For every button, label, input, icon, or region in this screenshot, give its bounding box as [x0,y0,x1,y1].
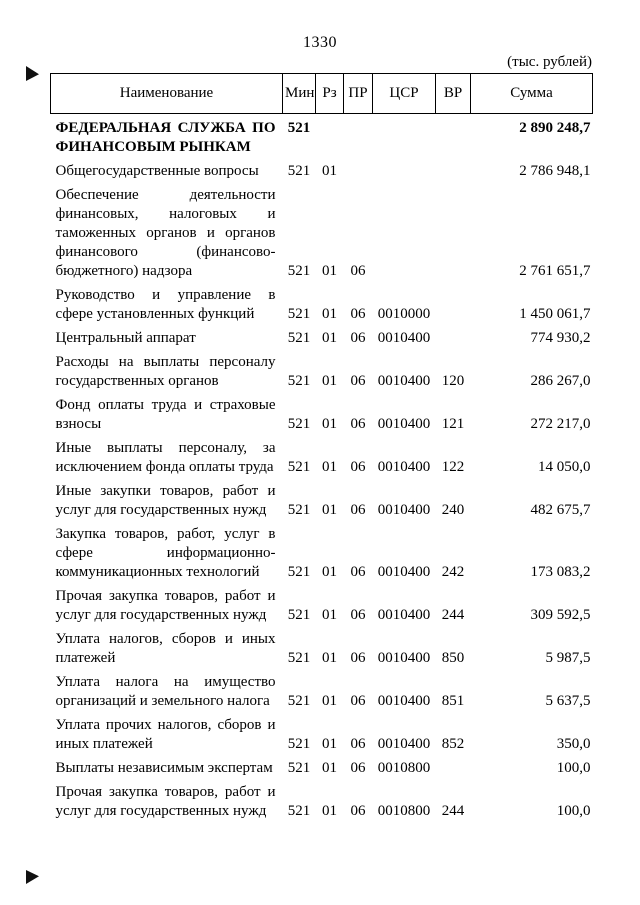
table-row [51,668,593,711]
cell-pr: 06 [350,373,366,389]
cell-csr: 0010000 [377,306,431,322]
cell-rz [316,114,344,158]
table-row [51,157,593,181]
cell-pr: 06 [350,564,366,580]
scan-artifact-bottom [26,870,39,884]
cell-pr: 06 [350,650,366,666]
cell-min: 521 [287,459,311,475]
cell-sum: 482 675,7 [530,502,591,518]
table-row [51,281,593,324]
cell-csr: 0010400 [377,416,431,432]
budget-table [50,73,593,821]
cell-vr: 852 [441,736,465,752]
table-row [51,114,593,158]
cell-pr: 06 [350,306,366,322]
cell-sum: 14 050,0 [538,459,591,475]
cell-name: Обеспечение деятельности финансовых, налоговых и таможенных органов и органов финансового (финансово-бюджетного) надзора [55,187,276,279]
cell-sum: 272 217,0 [530,416,591,432]
cell-min: 521 [287,306,311,322]
cell-vr: 122 [441,459,465,475]
table-row [51,434,593,477]
table-row [51,477,593,520]
cell-rz: 01 [322,459,337,475]
cell-name: Уплата налога на имущество организаций и земельного налога [55,674,276,709]
table-row [51,520,593,582]
cell-sum: 100,0 [556,760,591,776]
cell-rz: 01 [322,650,337,666]
table-row [51,625,593,668]
cell-name: Прочая закупка товаров, работ и услуг для государственных нужд [55,588,276,623]
scan-artifact-top [26,66,39,81]
cell-min: 521 [287,330,311,346]
cell-csr [373,157,436,181]
cell-vr: 242 [441,564,465,580]
cell-min: 521 [287,502,311,518]
cell-name: Центральный аппарат [55,330,196,346]
cell-pr: 06 [350,693,366,709]
cell-name: Общегосударственные вопросы [55,163,259,179]
table-header-row [51,74,593,114]
cell-sum: 309 592,5 [530,607,591,623]
cell-name: Расходы на выплаты персоналу государственных органов [55,354,276,389]
cell-vr: 244 [441,607,465,623]
cell-min: 521 [287,120,311,136]
cell-rz: 01 [322,564,337,580]
cell-sum: 5 637,5 [545,693,591,709]
cell-sum: 173 083,2 [530,564,591,580]
cell-sum: 774 930,2 [530,330,591,346]
cell-name: Прочая закупка товаров, работ и услуг для государственных нужд [55,784,276,819]
cell-csr: 0010400 [377,330,431,346]
cell-rz: 01 [322,163,337,179]
cell-name: Фонд оплаты труда и страховые взносы [55,397,276,432]
cell-sum: 2 890 248,7 [519,120,591,136]
cell-pr [344,157,373,181]
page-number: 1330 [303,34,337,51]
cell-min: 521 [287,416,311,432]
cell-name: Иные выплаты персоналу, за исключением фонда оплаты труда [55,440,276,475]
cell-name: Иные закупки товаров, работ и услуг для государственных нужд [55,483,276,518]
cell-rz: 01 [322,263,337,279]
cell-pr [344,114,373,158]
cell-sum: 2 761 651,7 [519,263,591,279]
cell-min: 521 [287,564,311,580]
cell-min: 521 [287,607,311,623]
cell-vr [436,181,471,281]
cell-vr [436,754,471,778]
cell-pr: 06 [350,803,366,819]
cell-min: 521 [287,803,311,819]
cell-name: Руководство и управление в сфере установленных функций [55,287,276,322]
cell-min: 521 [287,650,311,666]
cell-pr: 06 [350,416,366,432]
cell-sum: 5 987,5 [545,650,591,666]
table-row [51,181,593,281]
page-content [50,54,592,821]
column-header-name: Наименование [51,74,283,114]
cell-name: Уплата прочих налогов, сборов и иных платежей [55,717,276,752]
cell-name: ФЕДЕРАЛЬНАЯ СЛУЖБА ПО ФИНАНСОВЫМ РЫНКАМ [55,120,276,155]
column-header-min: Мин [283,74,316,114]
cell-rz: 01 [322,760,337,776]
units-note: (тыс. рублей) [507,54,592,70]
cell-rz: 01 [322,803,337,819]
cell-rz: 01 [322,330,337,346]
column-header-rz: Рз [316,74,344,114]
cell-csr: 0010400 [377,736,431,752]
cell-rz: 01 [322,736,337,752]
cell-csr: 0010400 [377,373,431,389]
cell-csr [373,114,436,158]
cell-pr: 06 [350,760,366,776]
cell-name: Закупка товаров, работ, услуг в сфере информационно-коммуникационных технологий [55,526,276,580]
cell-pr: 06 [350,736,366,752]
cell-pr: 06 [350,330,366,346]
column-header-pr: ПР [344,74,373,114]
cell-min: 521 [287,693,311,709]
cell-min: 521 [287,373,311,389]
cell-min: 521 [287,760,311,776]
cell-csr: 0010400 [377,564,431,580]
cell-sum: 1 450 061,7 [519,306,591,322]
cell-min: 521 [287,163,311,179]
cell-csr: 0010400 [377,693,431,709]
cell-min: 521 [287,736,311,752]
cell-rz: 01 [322,416,337,432]
cell-sum: 100,0 [556,803,591,819]
cell-vr: 850 [441,650,465,666]
cell-rz: 01 [322,306,337,322]
cell-min: 521 [287,263,311,279]
cell-vr: 240 [441,502,465,518]
column-header-vr: ВР [436,74,471,114]
cell-pr: 06 [350,459,366,475]
cell-rz: 01 [322,693,337,709]
column-header-sum: Сумма [471,74,593,114]
cell-vr [436,157,471,181]
cell-pr: 06 [350,263,366,279]
table-row [51,711,593,754]
cell-csr: 0010400 [377,459,431,475]
cell-rz: 01 [322,607,337,623]
cell-vr [436,281,471,324]
cell-name: Уплата налогов, сборов и иных платежей [55,631,276,666]
table-row [51,582,593,625]
table-row [51,324,593,348]
cell-csr [373,181,436,281]
cell-pr: 06 [350,502,366,518]
cell-sum: 350,0 [556,736,591,752]
table-row [51,391,593,434]
cell-vr [436,114,471,158]
table-row [51,778,593,821]
cell-csr: 0010800 [377,760,431,776]
cell-pr: 06 [350,607,366,623]
cell-vr: 851 [441,693,465,709]
table-body [51,114,593,822]
cell-rz: 01 [322,502,337,518]
cell-csr: 0010800 [377,803,431,819]
cell-rz: 01 [322,373,337,389]
cell-csr: 0010400 [377,502,431,518]
cell-sum: 286 267,0 [530,373,591,389]
cell-csr: 0010400 [377,650,431,666]
cell-vr: 244 [441,803,465,819]
table-row [51,754,593,778]
cell-csr: 0010400 [377,607,431,623]
cell-vr: 120 [441,373,465,389]
cell-name: Выплаты независимым экспертам [55,760,273,776]
table-row [51,348,593,391]
cell-vr: 121 [441,416,465,432]
cell-sum: 2 786 948,1 [519,163,591,179]
cell-vr [436,324,471,348]
column-header-csr: ЦСР [373,74,436,114]
